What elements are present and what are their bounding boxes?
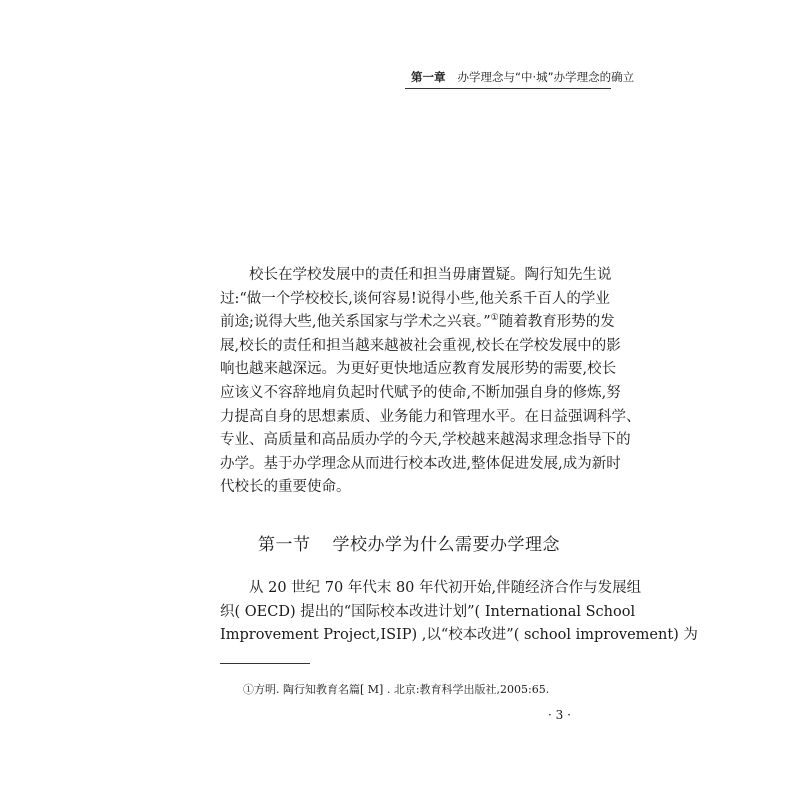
paragraph-school-improvement: [220, 577, 698, 648]
body-line: 响也越来越深远。为更好更快地适应教育发展形势的需要,校长: [220, 361, 617, 378]
body-line: 代校长的重要使命。: [220, 479, 351, 496]
section-title: 学校办学为什么需要办学理念: [332, 535, 560, 555]
page-number: · 3 ·: [548, 708, 571, 722]
running-header: [405, 66, 635, 88]
body-line: 校长在学校发展中的责任和担当毋庸置疑。陶行知先生说: [249, 267, 612, 283]
header-rule: [405, 88, 611, 89]
body-line: 从 20 世纪 70 年代末 80 年代初开始,伴随经济合作与发展组: [249, 580, 642, 596]
body-line: 前途;说得大些,他关系国家与学术之兴衰。”①随着教育形势的发: [220, 313, 615, 331]
body-line: 专业、高质量和高品质办学的今天,学校越来越渴求理念指导下的: [220, 432, 631, 449]
footnote-reference[interactable]: ①: [490, 313, 499, 324]
body-line: 应该义不容辞地肩负起时代赋予的使命,不断加强自身的修炼,努: [220, 384, 621, 401]
paragraph-principal-responsibility: [220, 264, 641, 500]
body-line: 织( OECD) 提出的“国际校本改进计划”( International School: [220, 603, 636, 620]
header-title: 办学理念与“中·城”办学理念的确立: [457, 70, 635, 84]
footnote-divider: [220, 663, 310, 664]
body-line: 办学。基于办学理念从而进行校本改进,整体促进发展,成为新时: [220, 455, 621, 472]
body-line: 展,校长的责任和担当越来越被社会重视,校长在学校发展中的影: [220, 337, 621, 354]
section-number: 第一节: [258, 535, 311, 555]
footnote: ①方明. 陶行知教育名篇[ M] . 北京:教育科学出版社,2005:65.: [243, 683, 550, 696]
body-line: 过:“做一个学校校长,谈何容易!说得小些,他关系千百人的学业: [220, 290, 610, 307]
body-line: Improvement Project,ISIP) ,以“校本改进”( school improvement) 为: [220, 627, 698, 644]
body-line: 力提高自身的思想素质、业务能力和管理水平。在日益强调科学、: [220, 408, 641, 425]
section-heading: [258, 530, 560, 555]
header-chapter: 第一章: [411, 70, 446, 84]
